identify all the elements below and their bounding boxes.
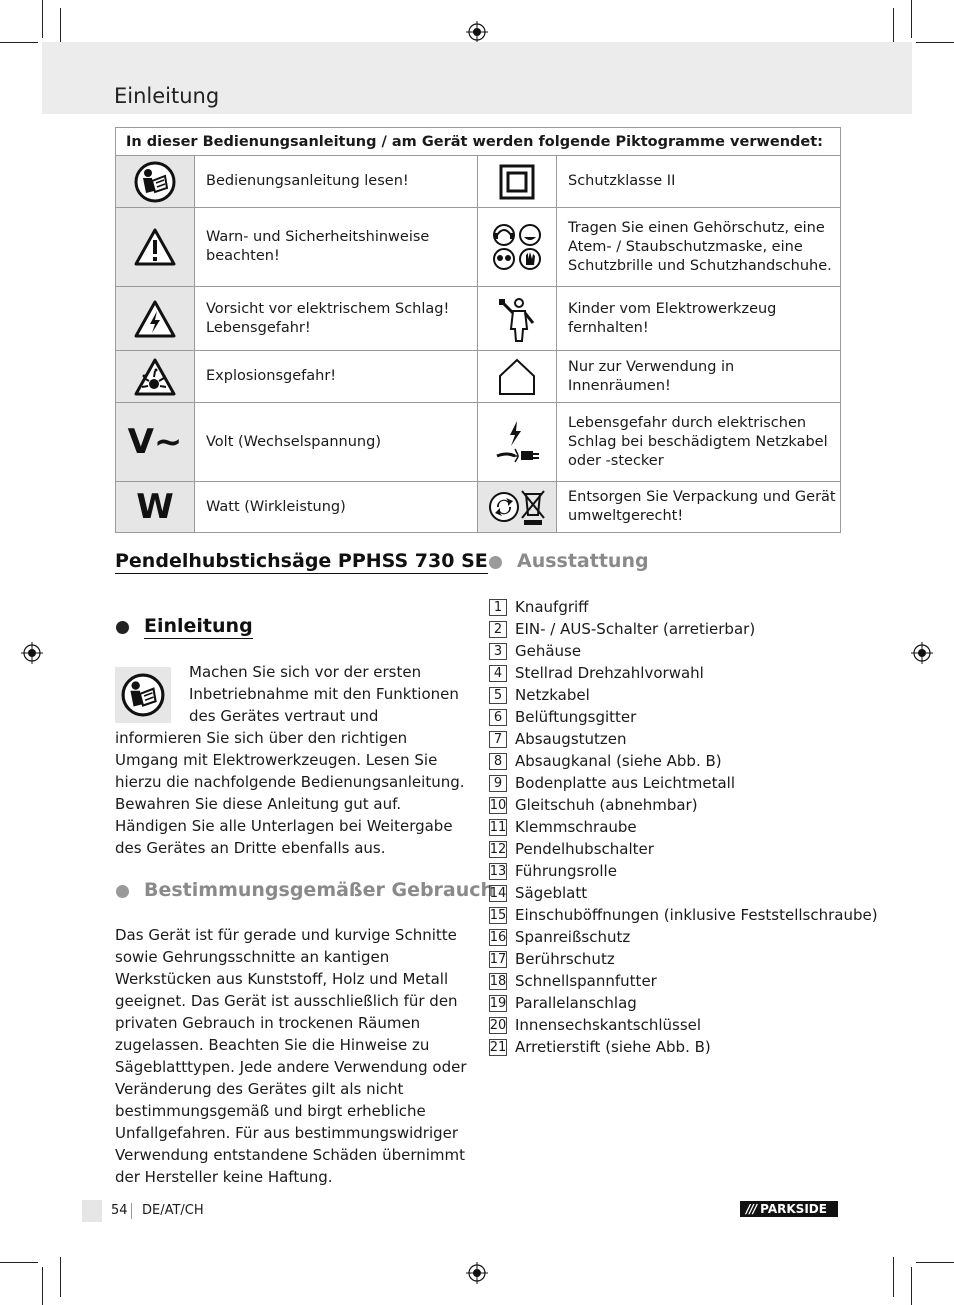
protection-class-ii-icon (499, 164, 535, 200)
list-item (489, 640, 849, 662)
crop-mark (0, 1262, 38, 1263)
use-heading: Bestimmungsgemäßer Gebrauch (144, 879, 495, 901)
icon-cell (116, 208, 195, 287)
part-label: Schnellspannfutter (515, 972, 657, 990)
protective-equipment-icon (491, 223, 543, 271)
warning-triangle-icon (133, 227, 177, 267)
part-number-box: 8 (489, 753, 507, 770)
part-label: Absaugkanal (siehe Abb. B) (515, 752, 722, 770)
icon-cell (116, 403, 195, 482)
explosion-hazard-icon (133, 357, 177, 397)
intro-text: Machen Sie sich vor der ersten Inbetriebnahme mit den Funktionen des Gerätes vertraut und informieren Sie sich über den richtigen Umgang mit Elektrowerkzeugen. Lesen Sie hierzu die nachfolgende Bedienungsanleitung. Bewahren Sie diese Anleitung gut auf. Händigen Sie alle Unterlagen bei Weitergabe des Gerätes an Dritte ebenfalls aus. (115, 663, 465, 857)
list-item (489, 596, 849, 618)
icon-cell (478, 403, 557, 482)
icon-cell (478, 156, 557, 208)
part-number-box: 12 (489, 841, 507, 857)
part-number-box: 2 (489, 621, 507, 638)
crop-mark (916, 1262, 954, 1263)
crop-mark (42, 1267, 43, 1305)
part-label: Bodenplatte aus Leichtmetall (515, 774, 736, 792)
part-label: Führungsrolle (515, 862, 617, 880)
crop-mark (0, 42, 38, 43)
list-item (489, 904, 878, 926)
icon-cell (116, 482, 195, 533)
page-number: 54 (111, 1203, 128, 1218)
list-item (489, 772, 849, 794)
icon-cell (478, 482, 557, 533)
part-number-box: 17 (489, 951, 507, 967)
registration-mark-icon (911, 642, 933, 664)
damaged-cable-shock-icon (493, 418, 541, 466)
intro-paragraph (115, 661, 467, 859)
region-label: DE/AT/CH (142, 1203, 204, 1218)
pictogram-description: Volt (Wechselspannung) (195, 403, 478, 482)
part-number-box: 9 (489, 775, 507, 792)
equipment-heading: Ausstattung (517, 550, 649, 572)
part-number-box: 5 (489, 687, 507, 704)
crop-mark (42, 0, 43, 38)
read-manual-icon (134, 161, 176, 203)
list-item (489, 706, 849, 728)
table-row (116, 351, 841, 403)
pictogram-description: Tragen Sie einen Gehörschutz, eine Atem- / Staubschutzmaske, eine Schutzbrille und Schutzhandschuhe. (557, 208, 841, 287)
part-label: Knaufgriff (515, 598, 589, 616)
list-item (489, 1036, 849, 1058)
part-number-box: 21 (489, 1039, 507, 1055)
part-number-box: 4 (489, 665, 507, 682)
table-header-row (116, 128, 841, 156)
crop-mark (893, 1257, 894, 1297)
brand-name: PARKSIDE (760, 1202, 827, 1216)
pictogram-table (115, 127, 841, 533)
footer-marker (82, 1200, 102, 1222)
part-number-box: 1 (489, 599, 507, 616)
footer-divider (131, 1203, 132, 1219)
pictogram-description: Entsorgen Sie Verpackung und Gerät umweltgerecht! (557, 482, 841, 533)
keep-children-away-icon (497, 295, 537, 343)
icon-cell (478, 287, 557, 351)
crop-mark (60, 1257, 61, 1297)
table-row (116, 482, 841, 533)
pictogram-description: Vorsicht vor elektrischem Schlag! Lebensgefahr! (195, 287, 478, 351)
pictogram-description: Nur zur Verwendung in Innenräumen! (557, 351, 841, 403)
table-row (116, 403, 841, 482)
pictogram-description: Explosionsgefahr! (195, 351, 478, 403)
icon-cell (116, 351, 195, 403)
bullet-icon (489, 556, 502, 569)
table-row (116, 287, 841, 351)
part-number-box: 18 (489, 973, 507, 989)
part-number-box: 15 (489, 907, 507, 923)
list-item (489, 794, 849, 816)
brand-slashes: /// (746, 1202, 757, 1216)
bullet-icon (116, 885, 129, 898)
part-label: Arretierstift (siehe Abb. B) (515, 1038, 711, 1056)
part-number-box: 14 (489, 885, 507, 901)
parts-list (489, 596, 878, 1058)
part-number-box: 16 (489, 929, 507, 945)
list-item (489, 860, 849, 882)
bullet-icon (116, 621, 129, 634)
part-label: Absaugstutzen (515, 730, 627, 748)
icon-cell (478, 208, 557, 287)
list-item (489, 728, 849, 750)
crop-mark (911, 1267, 912, 1305)
volt-ac-symbol: V~ (127, 422, 183, 462)
part-number-box: 10 (489, 797, 507, 813)
part-label: Spanreißschutz (515, 928, 631, 946)
recycling-disposal-icon (488, 487, 546, 527)
pictogram-description: Kinder vom Elektrowerkzeug fernhalten! (557, 287, 841, 351)
table-row (116, 156, 841, 208)
part-label: Sägeblatt (515, 884, 588, 902)
watt-symbol: W (136, 487, 174, 527)
part-number-box: 20 (489, 1017, 507, 1033)
icon-cell (116, 156, 195, 208)
part-label: Berührschutz (515, 950, 615, 968)
brand-logo (740, 1201, 838, 1217)
crop-mark (911, 0, 912, 38)
part-label: Klemmschraube (515, 818, 637, 836)
electric-shock-warning-icon (133, 299, 177, 339)
part-label: Einschuböffnungen (inklusive Feststellschraube) (515, 906, 878, 924)
part-number-box: 11 (489, 819, 507, 835)
list-item (489, 926, 849, 948)
part-label: Parallelanschlag (515, 994, 637, 1012)
pictogram-description: Bedienungsanleitung lesen! (195, 156, 478, 208)
crop-mark (916, 42, 954, 43)
list-item (489, 992, 849, 1014)
icon-cell (478, 351, 557, 403)
list-item (489, 970, 849, 992)
part-label: Gleitschuh (abnehmbar) (515, 796, 698, 814)
list-item (489, 684, 849, 706)
part-number-box: 13 (489, 863, 507, 879)
intro-heading: Einleitung (144, 615, 253, 637)
list-item (489, 750, 849, 772)
part-label: Stellrad Drehzahlvorwahl (515, 664, 704, 682)
part-label: EIN- / AUS-Schalter (arretierbar) (515, 620, 756, 638)
part-number-box: 19 (489, 995, 507, 1011)
part-label: Innensechskantschlüssel (515, 1016, 702, 1034)
list-item (489, 838, 849, 860)
indoor-use-house-icon (497, 357, 537, 397)
registration-mark-icon (21, 642, 43, 664)
list-item (489, 882, 849, 904)
part-number-box: 6 (489, 709, 507, 726)
icon-cell (116, 287, 195, 351)
pictogram-description: Schutzklasse II (557, 156, 841, 208)
list-item (489, 1014, 849, 1036)
use-paragraph: Das Gerät ist für gerade und kurvige Schnitte sowie Gehrungsschnitte an kantigen Werkstücken aus Kunststoff, Holz und Metall geeignet. Das Gerät ist ausschließlich für den privaten Gebrauch in trockenen Räumen zugelassen. Beachten Sie die Hinweise zu Sägeblatttypen. Jede andere Verwendung oder Veränderung des Gerätes gilt als nicht bestimmungsgemäß und birgt erhebliche Unfallgefahren. Für aus bestimmungswidriger Verwendung entstandene Schäden übernimmt der Hersteller keine Haftung. (115, 926, 467, 1186)
list-item (489, 662, 849, 684)
pictogram-description: Warn- und Sicherheitshinweise beachten! (195, 208, 478, 287)
table-heading: In dieser Bedienungsanleitung / am Gerät werden folgende Piktogramme verwendet: (116, 128, 841, 156)
pictogram-description: Watt (Wirkleistung) (195, 482, 478, 533)
pictogram-description: Lebensgefahr durch elektrischen Schlag bei beschädigtem Netzkabel oder -stecker (557, 403, 841, 482)
product-title: Pendelhubstichsäge PPHSS 730 SE (115, 550, 488, 572)
part-label: Belüftungsgitter (515, 708, 637, 726)
part-label: Pendelhubschalter (515, 840, 654, 858)
part-number-box: 7 (489, 731, 507, 748)
list-item (489, 816, 849, 838)
page-title: Einleitung (114, 84, 220, 108)
part-number-box: 3 (489, 643, 507, 660)
registration-mark-icon (466, 1262, 488, 1284)
registration-mark-icon (466, 21, 488, 43)
table-row (116, 208, 841, 287)
list-item (489, 948, 849, 970)
part-label: Netzkabel (515, 686, 590, 704)
list-item (489, 618, 849, 640)
part-label: Gehäuse (515, 642, 582, 660)
